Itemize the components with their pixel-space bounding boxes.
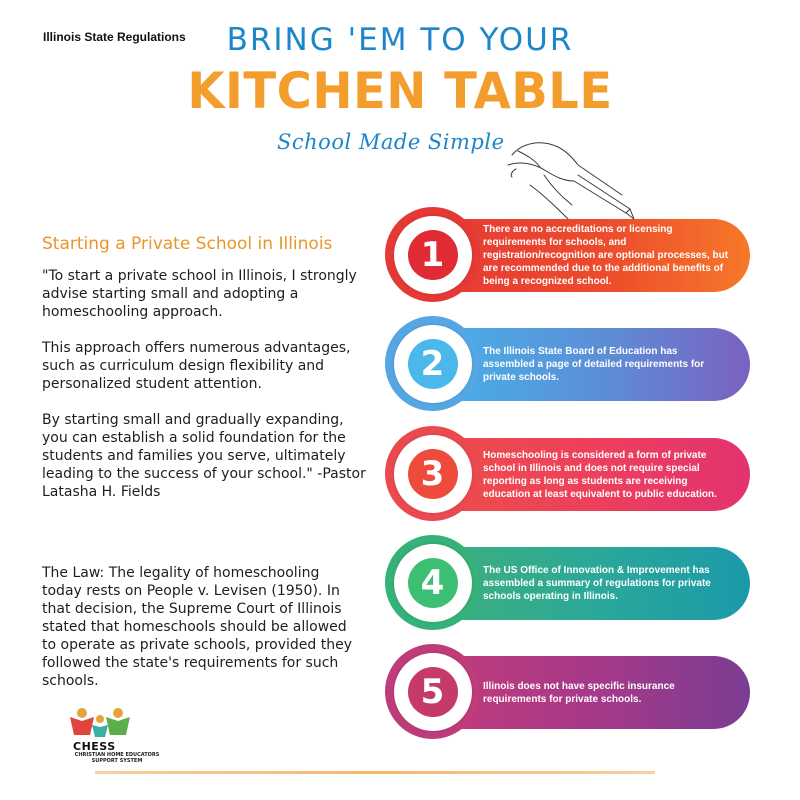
tagline: School Made Simple [277, 130, 505, 154]
step-1 [385, 207, 750, 302]
logo-title: CHESS [73, 740, 116, 753]
step-5-ring [385, 644, 480, 739]
logo-subtitle: CHRISTIAN HOME EDUCATORS SUPPORT SYSTEM [74, 752, 160, 764]
step-4-text: The US Office of Innovation & Improvement has assembled a summary of regulations for private schools operating in Illinois. [483, 565, 711, 602]
step-3-ring [385, 426, 480, 521]
step-5-text: Illinois does not have specific insurance requirements for private schools. [483, 680, 675, 705]
step-3 [385, 426, 750, 521]
step-4 [385, 535, 750, 630]
step-1-text: There are no accreditations or licensing requirements for schools, and registration/recognition are optional processes, but are recommended due to the additional benefits of being a recognized school. [483, 224, 729, 287]
step-1-ring [385, 207, 480, 302]
top-label: Illinois State Regulations [43, 30, 186, 44]
left-column [42, 234, 372, 501]
step-4-number: 4 [408, 558, 458, 608]
step-5 [385, 644, 750, 739]
quote-paragraph-2: This approach offers numerous advantages, such as curriculum design flexibility and personalized student attention. [42, 340, 351, 392]
footer-divider [95, 771, 655, 774]
quote-paragraph-1: "To start a private school in Illinois, I strongly advise starting small and adopting a homeschooling approach. [42, 268, 357, 320]
headline-line-1: BRING 'EM TO YOUR [226, 22, 574, 58]
section-title: Starting a Private School in Illinois [42, 234, 333, 254]
step-3-text: Homeschooling is considered a form of private school in Illinois and does not require special reporting as long as students are receiving education at least equivalent to public education. [483, 449, 717, 500]
step-2-text: The Illinois State Board of Education has assembled a page of detailed requirements for private schools. [483, 346, 705, 383]
step-2 [385, 316, 750, 411]
step-4-ring [385, 535, 480, 630]
headline-line-2: KITCHEN TABLE [187, 62, 613, 120]
step-3-number: 3 [408, 449, 458, 499]
step-1-number: 1 [408, 230, 458, 280]
step-2-number: 2 [408, 339, 458, 389]
quote-paragraph-3: By starting small and gradually expanding, you can establish a solid foundation for the students and families you serve, ultimately leading to the success of your school." -Pastor Latasha H. Fields [42, 412, 366, 500]
step-5-number: 5 [408, 667, 458, 717]
step-2-ring [385, 316, 480, 411]
law-paragraph: The Law: The legality of homeschooling today rests on People v. Levisen (1950). In that decision, the Supreme Court of Illinois stated that homeschools should be allowed to operate as private schools, provided they followed the state's requirements for such schools. [42, 565, 352, 689]
